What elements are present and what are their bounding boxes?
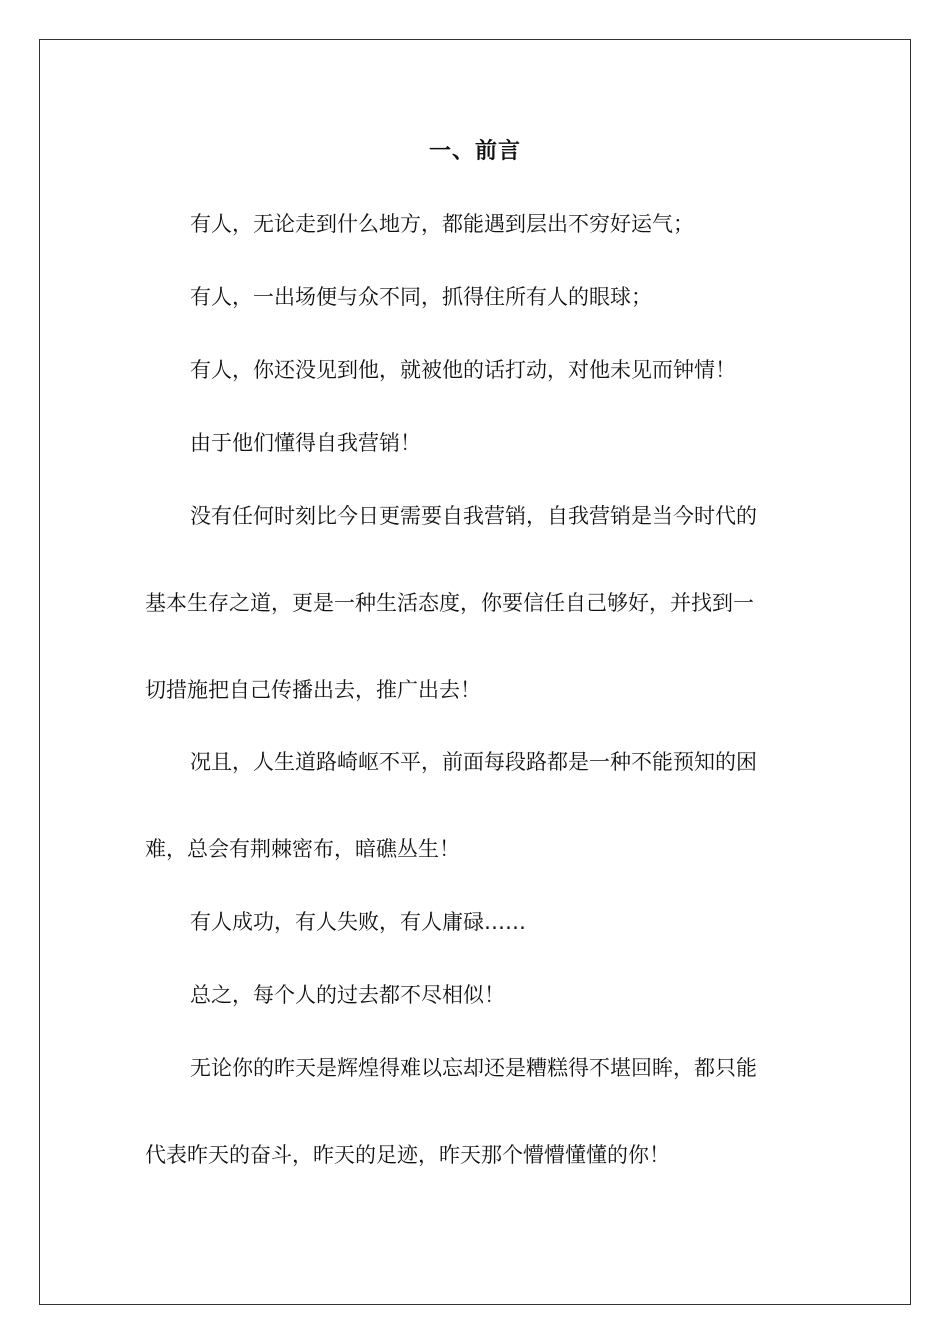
paragraph-line-7: 切措施把自己传播出去，推广出去！ [145, 678, 481, 702]
paragraph-line-13: 代表昨天的奋斗，昨天的足迹，昨天那个懵懵懂懂的你！ [145, 1143, 670, 1167]
paragraph-line-8: 况且，人生道路崎岖不平，前面每段路都是一种不能预知的困 [190, 750, 757, 774]
paragraph-line-2: 有人，一出场便与众不同，抓得住所有人的眼球； [190, 285, 652, 309]
paragraph-line-4: 由于他们懂得自我营销！ [190, 431, 421, 455]
section-heading: 一、前言 [428, 139, 521, 164]
paragraph-line-5: 没有任何时刻比今日更需要自我营销，自我营销是当今时代的 [190, 504, 757, 528]
paragraph-line-1: 有人，无论走到什么地方，都能遇到层出不穷好运气； [190, 212, 694, 236]
paragraph-line-6: 基本生存之道，更是一种生活态度，你要信任自己够好，并找到一 [145, 591, 754, 615]
paragraph-line-3: 有人，你还没见到他，就被他的话打动，对他未见而钟情！ [190, 358, 736, 382]
paragraph-line-9: 难，总会有荆棘密布，暗礁丛生！ [145, 837, 460, 861]
paragraph-line-12: 无论你的昨天是辉煌得难以忘却还是糟糕得不堪回眸，都只能 [190, 1056, 757, 1080]
paragraph-line-11: 总之，每个人的过去都不尽相似！ [190, 983, 505, 1007]
paragraph-line-10: 有人成功，有人失败，有人庸碌…… [190, 910, 526, 934]
